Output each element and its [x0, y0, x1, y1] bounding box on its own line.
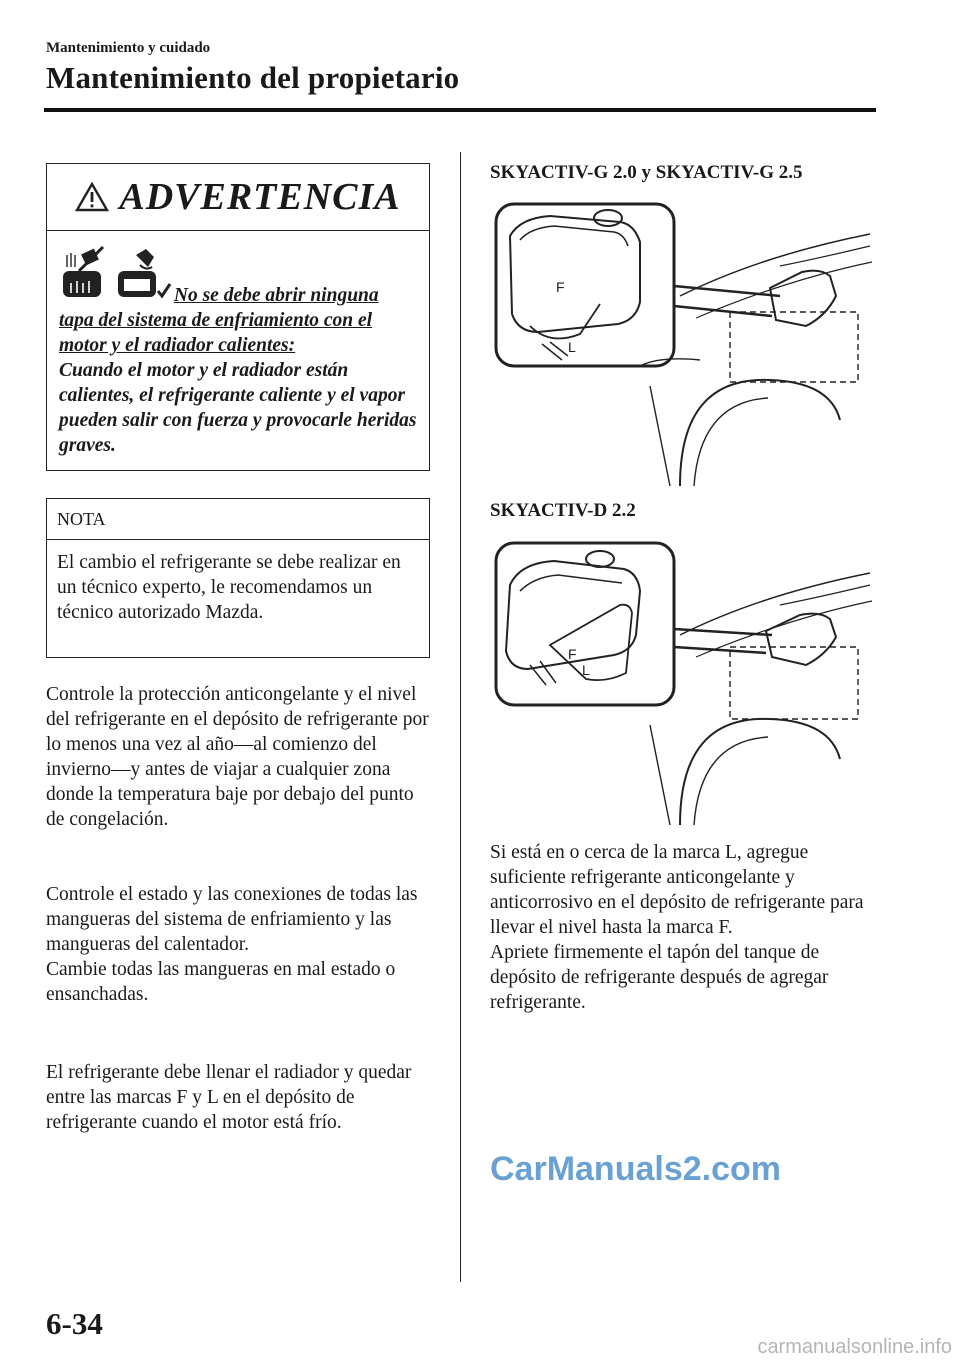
- warning-box: [46, 163, 430, 471]
- note-box: [46, 498, 430, 658]
- page-number: 6-34: [46, 1306, 103, 1341]
- warning-triangle-icon: [75, 182, 109, 212]
- note-title: NOTA: [47, 499, 429, 540]
- paragraph-text: Apriete firmemente el tapón del tanque de depósito de refrigerante después de agregar refrigerante.: [490, 942, 829, 1013]
- coolant-cap-icons: [59, 245, 172, 308]
- paragraph-text: Cambie todas las mangueras en mal estado o ensanchadas.: [46, 959, 396, 1005]
- coolant-reservoir-figure-diesel: [490, 535, 885, 825]
- mark-l-label: L: [568, 339, 576, 355]
- paragraph-antifreeze: [46, 682, 436, 832]
- no-open-hot-cap-icon: [59, 245, 109, 301]
- warning-body: [47, 231, 429, 458]
- warning-text: Cuando el motor y el radiador están calientes, el refrigerante caliente y el vapor pueden salir con fuerza y provocarle heridas graves.: [59, 360, 417, 456]
- paragraph-hoses: [46, 882, 436, 1007]
- mark-l-label: L: [582, 662, 590, 678]
- carmanuals-watermark: CarManuals2.com: [490, 1150, 781, 1188]
- section-label: Mantenimiento y cuidado: [46, 40, 211, 56]
- paragraph-text: El refrigerante debe llenar el radiador y quedar entre las marcas F y L en el depósito de refrigerante cuando el motor está frío.: [46, 1062, 412, 1133]
- site-watermark: carmanualsonline.info: [757, 1336, 952, 1358]
- page-title: Mantenimiento del propietario: [46, 60, 460, 95]
- warning-header: [47, 164, 429, 231]
- warning-title: ADVERTENCIA: [119, 176, 401, 218]
- header-rule: [44, 108, 876, 112]
- coolant-reservoir-figure-gasoline: [490, 196, 885, 486]
- open-cold-cap-icon: [114, 245, 172, 301]
- column-divider: [460, 152, 461, 1282]
- engine-heading-gasoline: SKYACTIV-G 2.0 y SKYACTIV-G 2.5: [490, 162, 803, 183]
- paragraph-text: Controle la protección anticongelante y el nivel del refrigerante en el depósito de refrigerante por lo menos una vez al año―al comienzo del invierno―y antes de viajar a cualquier zona donde la temperatura baje por debajo del punto de congelación.: [46, 684, 429, 830]
- paragraph-coolant-level: [46, 1060, 436, 1135]
- paragraph-add-coolant: [490, 840, 880, 1015]
- mark-f-label: F: [556, 279, 565, 295]
- paragraph-text: Si está en o cerca de la marca L, agregue suficiente refrigerante anticongelante y anticorrosivo en el depósito de refrigerante para llevar el nivel hasta la marca F.: [490, 842, 864, 938]
- note-body: El cambio el refrigerante se debe realizar en un técnico experto, le recomendamos un técnico autorizado Mazda.: [57, 552, 401, 623]
- engine-heading-diesel: SKYACTIV-D 2.2: [490, 500, 636, 521]
- mark-f-label: F: [568, 646, 577, 662]
- warning-lead: No se debe abrir ninguna tapa del sistema de enfriamiento con el motor y el radiador calientes:: [59, 285, 379, 356]
- paragraph-text: Controle el estado y las conexiones de todas las mangueras del sistema de enfriamiento y las mangueras del calentador.: [46, 884, 418, 955]
